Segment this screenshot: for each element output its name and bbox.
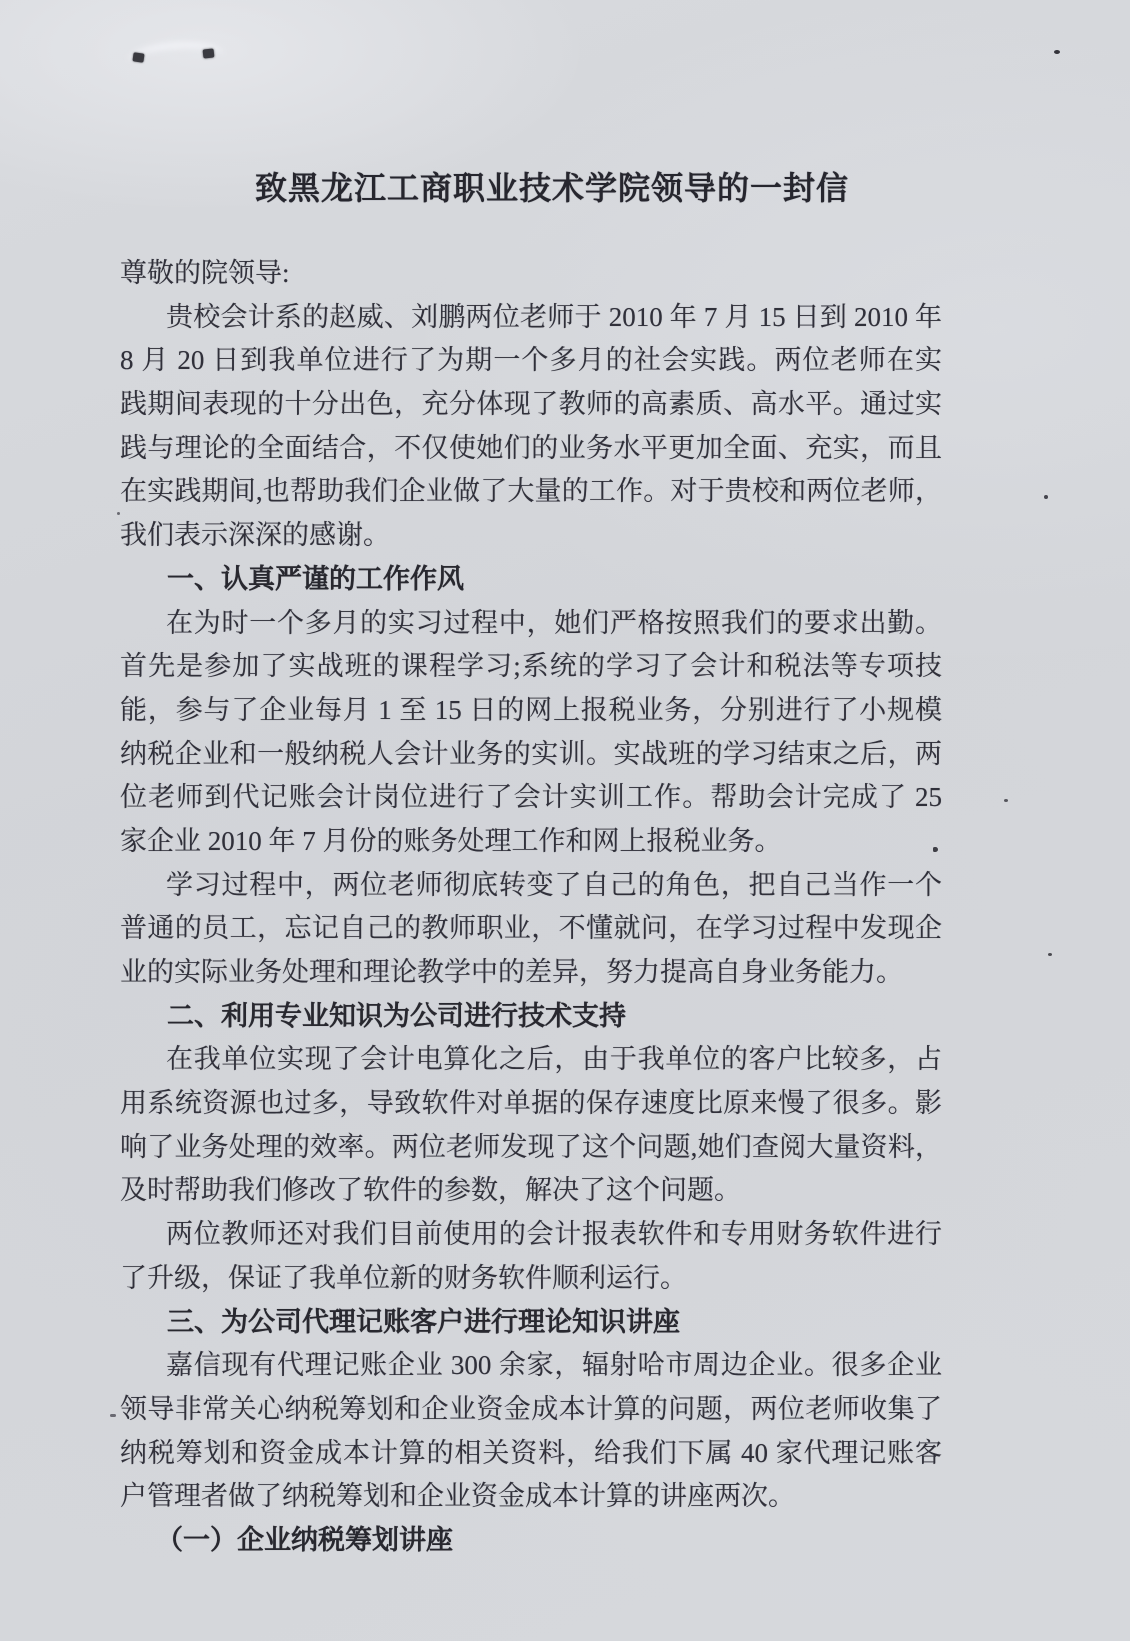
text-line: 用系统资源也过多，导致软件对单据的保存速度比原来慢了很多。影 [120, 1088, 942, 1119]
text-line: 践与理论的全面结合，不仅使她们的业务水平更加全面、充实，而且 [120, 432, 942, 463]
text-line: 能，参与了企业每月 1 至 15 日的网上报税业务，分别进行了小规模 [120, 694, 942, 725]
text-line: 嘉信现有代理记账企业 300 余家，辐射哈市周边企业。很多企业 [166, 1350, 942, 1381]
text-line: 两位教师还对我们目前使用的会计报表软件和专用财务软件进行 [166, 1219, 942, 1250]
text-line: 户管理者做了纳税筹划和企业资金成本计算的讲座两次。 [120, 1481, 795, 1512]
text-line: 8 月 20 日到我单位进行了为期一个多月的社会实践。两位老师在实 [120, 345, 942, 376]
text-line: 响了业务处理的效率。两位老师发现了这个问题,她们查阅大量资料， [120, 1131, 942, 1162]
text-line: 家企业 2010 年 7 月份的账务处理工作和网上报税业务。 [120, 825, 782, 856]
text-line: 在实践期间,也帮助我们企业做了大量的工作。对于贵校和两位老师， [120, 476, 942, 507]
staple-mark [132, 52, 144, 62]
text-line: 纳税筹划和资金成本计算的相关资料，给我们下属 40 家代理记账客 [120, 1437, 942, 1468]
scan-speck [1048, 953, 1052, 956]
scan-speck [1004, 799, 1008, 802]
section-heading: 三、为公司代理记账客户进行理论知识讲座 [167, 1306, 680, 1338]
text-line: 业的实际业务处理和理论教学中的差异，努力提高自身业务能力。 [120, 957, 903, 987]
letter-title: 致黑龙江工商职业技术学院领导的一封信 [254, 169, 849, 207]
section-heading: 一、认真严谨的工作作风 [167, 563, 464, 595]
text-line: 了升级，保证了我单位新的财务软件顺利运行。 [120, 1262, 687, 1293]
text-line: 我们表示深深的感谢。 [120, 520, 390, 551]
text-line: 及时帮助我们修改了软件的参数，解决了这个问题。 [120, 1175, 741, 1206]
salutation-line: 尊敬的院领导: [120, 258, 290, 288]
text-line: 在为时一个多月的实习过程中，她们严格按照我们的要求出勤。 [166, 607, 942, 638]
section-heading: 二、利用专业知识为公司进行技术支持 [167, 1000, 626, 1032]
letter-body [120, 252, 942, 1563]
scan-speck [1054, 50, 1060, 54]
text-line: 普通的员工，忘记自己的教师职业，不懂就问，在学习过程中发现企 [120, 913, 942, 944]
text-line: 领导非常关心纳税筹划和企业资金成本计算的问题，两位老师收集了 [120, 1393, 942, 1424]
text-line: 践期间表现的十分出色，充分体现了教师的高素质、高水平。通过实 [120, 389, 942, 420]
scan-speck [1044, 495, 1048, 499]
text-line: 在我单位实现了会计电算化之后，由于我单位的客户比较多，占 [166, 1044, 942, 1075]
text-line: 学习过程中，两位老师彻底转变了自己的角色，把自己当作一个 [166, 869, 942, 900]
text-line: 首先是参加了实战班的课程学习;系统的学习了会计和税法等专项技 [120, 651, 942, 682]
text-line: 位老师到代记账会计岗位进行了会计实训工作。帮助会计完成了 25 [120, 782, 942, 813]
scan-speck [110, 1414, 116, 1417]
staple-mark [203, 48, 215, 58]
text-line: 纳税企业和一般纳税人会计业务的实训。实战班的学习结束之后，两 [120, 738, 942, 769]
sub-heading: （一）企业纳税筹划讲座 [156, 1524, 453, 1556]
text-line: 贵校会计系的赵威、刘鹏两位老师于 2010 年 7 月 15 日到 2010 年 [166, 301, 942, 332]
